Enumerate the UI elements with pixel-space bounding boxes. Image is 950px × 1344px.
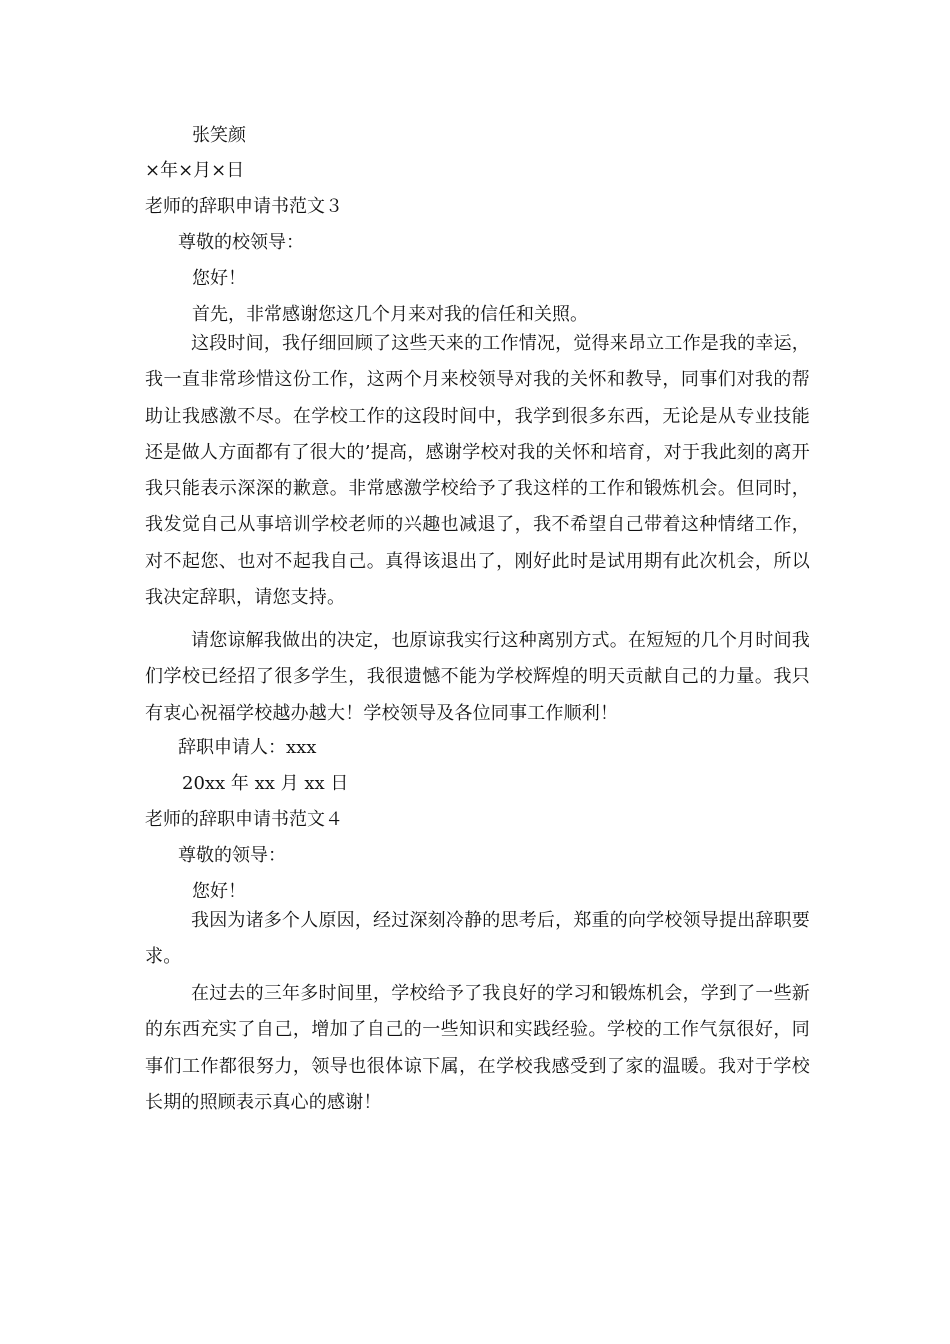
- sample3-paragraph-1: 首先，非常感谢您这几个月来对我的信任和关照。: [192, 304, 588, 325]
- sample4-paragraph-1: 我因为诸多个人原因，经过深刻冷静的思考后，郑重的向学校领导提出辞职要求。: [145, 910, 810, 968]
- signature-date: ×年×月×日: [145, 160, 245, 181]
- sample4-heading: 老师的辞职申请书范文４: [145, 809, 343, 830]
- signature-name: 张笑颜: [192, 125, 246, 146]
- sample3-paragraph-2: 这段时间，我仔细回顾了这些天来的工作情况，觉得来昂立工作是我的幸运，我一直非常珍惜这份工作，这两个月来校领导对我的关怀和教导，同事们对我的帮助让我感激不尽。在学校工作的这段时间中，我学到很多东西，无论是从专业技能还是做人方面都有了很大的’提高，感谢学校对我的关怀和培育，对于我此刻的离开我只能表示深深的歉意。非常感激学校给予了我这样的工作和锻炼机会。但同时，我发觉自己从事培训学校老师的兴趣也减退了，我不希望自己带着这种情绪工作，对不起您、也对不起我自己。真得该退出了，刚好此时是试用期有此次机会，所以我决定辞职，请您支持。: [145, 333, 810, 609]
- sample4-paragraph-2: 在过去的三年多时间里，学校给予了我良好的学习和锻炼机会，学到了一些新的东西充实了自己，增加了自己的一些知识和实践经验。学校的工作气氛很好，同事们工作都很努力，领导也很体谅下属，在学校我感受到了家的温暖。我对于学校长期的照顾表示真心的感谢！: [145, 983, 810, 1113]
- sample4-salutation: 尊敬的领导：: [178, 845, 286, 866]
- sample3-heading: 老师的辞职申请书范文３: [145, 196, 343, 217]
- sample3-paragraph-3: 请您谅解我做出的决定，也原谅我实行这种离别方式。在短短的几个月时间我们学校已经招了很多学生，我很遗憾不能为学校辉煌的明天贡献自己的力量。我只有衷心祝福学校越办越大！学校领导及各位同事工作顺利！: [145, 630, 810, 724]
- sample3-date: 20xx 年 xx 月 xx 日: [182, 773, 349, 794]
- sample3-salutation: 尊敬的校领导：: [178, 232, 304, 253]
- sample4-greeting: 您好！: [192, 881, 246, 902]
- sample3-applicant: 辞职申请人：xxx: [178, 737, 317, 758]
- sample3-greeting: 您好！: [192, 268, 246, 289]
